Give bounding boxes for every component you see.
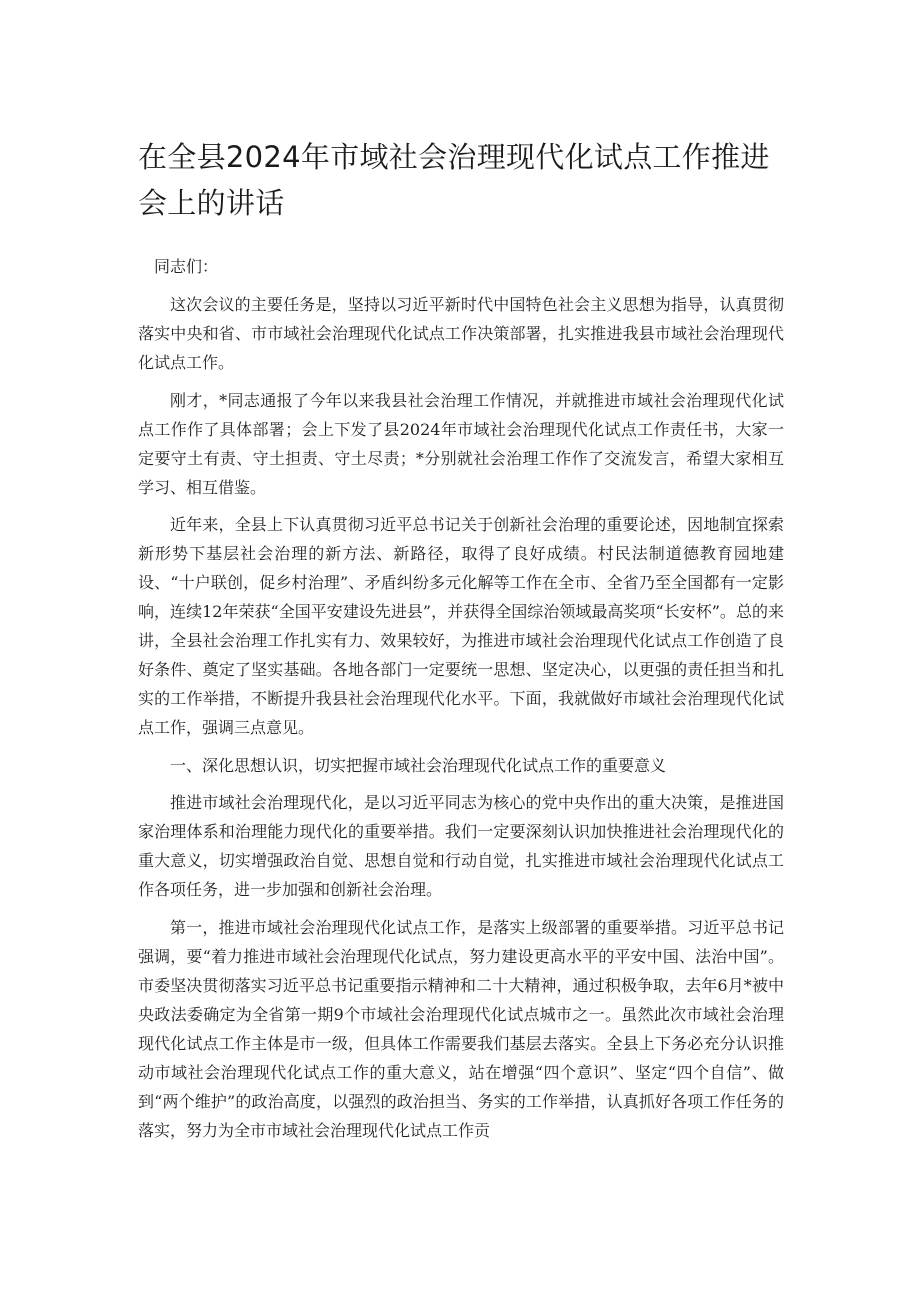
section-heading-1: 一、深化思想认识，切实把握市域社会治理现代化试点工作的重要意义: [170, 755, 667, 775]
paragraph-achievements: 近年来，全县上下认真贯彻习近平总书记关于创新社会治理的重要论述，因地制宜探索新形势下基层社会治理的新方法、新路径，取得了良好成绩。村民法制道德教育园地建设、“十户联创，促乡村治理”、矛盾纠纷多元化解等工作在全市、全省乃至全国都有一定影响，连续12年荣获“全国平安建设先进县”，并获得全国综治领域最高奖项“长安杯”。总的来讲，全县社会治理工作扎实有力、效果较好，为推进市域社会治理现代化试点工作创造了良好条件、奠定了坚实基础。各地各部门一定要统一思想、坚定决心，以更强的责任担当和扎实的工作举措，不断提升我县社会治理现代化水平。下面，我就做好市域社会治理现代化试点工作，强调三点意见。: [138, 515, 784, 737]
salutation: 同志们：: [154, 257, 219, 276]
paragraph-significance: 推进市域社会治理现代化，是以习近平同志为核心的党中央作出的重大决策，是推进国家治理体系和治理能力现代化的重要举措。我们一定要深刻认识加快推进社会治理现代化的重大意义，切实增强政治自觉、思想自觉和行动自觉，扎实推进市域社会治理现代化试点工作各项任务，进一步加强和创新社会治理。: [138, 793, 784, 899]
paragraph-meeting-task: 这次会议的主要任务是，坚持以习近平新时代中国特色社会主义思想为指导，认真贯彻落实中央和省、市市域社会治理现代化试点工作决策部署，扎实推进我县市域社会治理现代化试点工作。: [138, 295, 784, 372]
document-title: 在全县2024年市域社会治理现代化试点工作推进会上的讲话: [138, 140, 770, 220]
document-body: [138, 252, 784, 1153]
paragraph-point-first: 第一，推进市域社会治理现代化试点工作，是落实上级部署的重要举措。习近平总书记强调，要“着力推进市域社会治理现代化试点，努力建设更高水平的平安中国、法治中国”。市委坚决贯彻落实习近平总书记重要指示精神和二十大精神，通过积极争取，去年6月*被中央政法委确定为全省第一期9个市域社会治理现代化试点城市之一。虽然此次市域社会治理现代化试点工作主体是市一级，但具体工作需要我们基层去落实。全县上下务必充分认识推动市域社会治理现代化试点工作的重大意义，站在增强“四个意识”、坚定“四个自信”、做到“两个维护”的政治高度，以强烈的政治担当、务实的工作举措，认真抓好各项工作任务的落实，努力为全市市域社会治理现代化试点工作贡: [138, 917, 784, 1140]
paragraph-meeting-review: 刚才，*同志通报了今年以来我县社会治理工作情况，并就推进市域社会治理现代化试点工作作了具体部署；会上下发了县2024年市域社会治理现代化试点工作责任书，大家一定要守土有责、守土担责、守土尽责；*分别就社会治理工作作了交流发言，希望大家相互学习、相互借鉴。: [138, 390, 784, 497]
